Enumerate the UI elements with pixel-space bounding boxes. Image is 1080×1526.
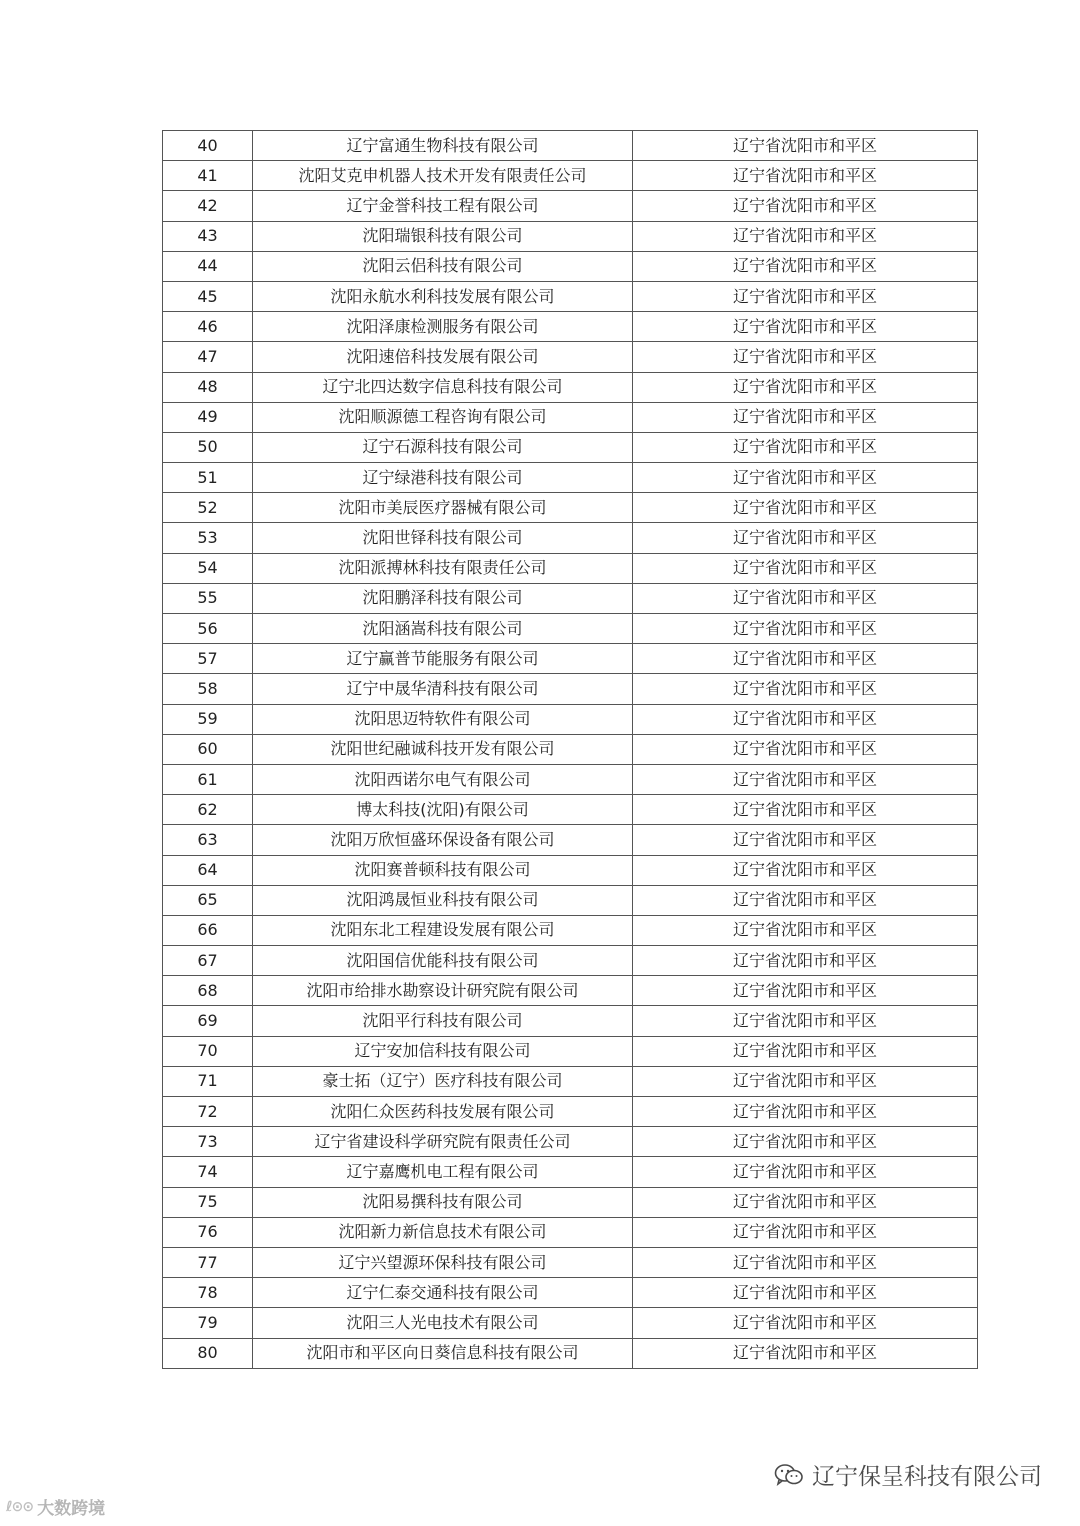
company-region: 辽宁省沈阳市和平区 <box>633 312 978 342</box>
row-number: 68 <box>163 976 253 1006</box>
table-row <box>163 583 978 613</box>
row-number: 61 <box>163 764 253 794</box>
company-name: 沈阳泽康检测服务有限公司 <box>253 312 633 342</box>
table-row <box>163 885 978 915</box>
company-name: 辽宁赢普节能服务有限公司 <box>253 644 633 674</box>
company-name: 沈阳顺源德工程咨询有限公司 <box>253 402 633 432</box>
row-number: 70 <box>163 1036 253 1066</box>
company-name: 辽宁石源科技有限公司 <box>253 432 633 462</box>
table-row <box>163 191 978 221</box>
table-row <box>163 1338 978 1368</box>
company-name: 辽宁中晟华清科技有限公司 <box>253 674 633 704</box>
company-region: 辽宁省沈阳市和平区 <box>633 764 978 794</box>
table-row <box>163 704 978 734</box>
row-number: 49 <box>163 402 253 432</box>
table-row <box>163 131 978 161</box>
company-name: 沈阳新力新信息技术有限公司 <box>253 1217 633 1247</box>
table-body <box>163 131 978 1369</box>
row-number: 66 <box>163 915 253 945</box>
company-name: 沈阳易撰科技有限公司 <box>253 1187 633 1217</box>
row-number: 73 <box>163 1127 253 1157</box>
table-row <box>163 251 978 281</box>
table-row <box>163 734 978 764</box>
row-number: 46 <box>163 312 253 342</box>
wechat-icon <box>774 1463 804 1487</box>
table-row <box>163 674 978 704</box>
table-row <box>163 855 978 885</box>
company-region: 辽宁省沈阳市和平区 <box>633 1217 978 1247</box>
company-region: 辽宁省沈阳市和平区 <box>633 432 978 462</box>
company-name: 沈阳鸿晟恒业科技有限公司 <box>253 885 633 915</box>
table-row <box>163 1278 978 1308</box>
company-name: 沈阳市美辰医疗器械有限公司 <box>253 493 633 523</box>
row-number: 50 <box>163 432 253 462</box>
row-number: 57 <box>163 644 253 674</box>
company-region: 辽宁省沈阳市和平区 <box>633 825 978 855</box>
company-region: 辽宁省沈阳市和平区 <box>633 1006 978 1036</box>
company-region: 辽宁省沈阳市和平区 <box>633 131 978 161</box>
table-row <box>163 463 978 493</box>
table-row <box>163 946 978 976</box>
company-region: 辽宁省沈阳市和平区 <box>633 523 978 553</box>
table-row <box>163 1187 978 1217</box>
row-number: 58 <box>163 674 253 704</box>
row-number: 69 <box>163 1006 253 1036</box>
company-name: 沈阳东北工程建设发展有限公司 <box>253 915 633 945</box>
table-row <box>163 915 978 945</box>
row-number: 78 <box>163 1278 253 1308</box>
company-region: 辽宁省沈阳市和平区 <box>633 1127 978 1157</box>
company-name: 沈阳思迈特软件有限公司 <box>253 704 633 734</box>
company-name: 博太科技(沈阳)有限公司 <box>253 795 633 825</box>
row-number: 40 <box>163 131 253 161</box>
table-row <box>163 1308 978 1338</box>
row-number: 47 <box>163 342 253 372</box>
watermark-dashujiangjing <box>6 1494 105 1519</box>
row-number: 72 <box>163 1097 253 1127</box>
row-number: 67 <box>163 946 253 976</box>
table-row <box>163 1157 978 1187</box>
watermark-right-text: 辽宁保呈科技有限公司 <box>812 1464 1042 1490</box>
company-region: 辽宁省沈阳市和平区 <box>633 342 978 372</box>
row-number: 75 <box>163 1187 253 1217</box>
company-name: 沈阳涵嵩科技有限公司 <box>253 614 633 644</box>
company-region: 辽宁省沈阳市和平区 <box>633 1036 978 1066</box>
company-region: 辽宁省沈阳市和平区 <box>633 855 978 885</box>
table-row <box>163 281 978 311</box>
company-region: 辽宁省沈阳市和平区 <box>633 1338 978 1368</box>
company-region: 辽宁省沈阳市和平区 <box>633 402 978 432</box>
company-name: 辽宁富通生物科技有限公司 <box>253 131 633 161</box>
company-name: 辽宁嘉鹰机电工程有限公司 <box>253 1157 633 1187</box>
row-number: 42 <box>163 191 253 221</box>
company-name: 沈阳世纪融诚科技开发有限公司 <box>253 734 633 764</box>
company-region: 辽宁省沈阳市和平区 <box>633 1247 978 1277</box>
row-number: 44 <box>163 251 253 281</box>
company-name: 沈阳三人光电技术有限公司 <box>253 1308 633 1338</box>
row-number: 74 <box>163 1157 253 1187</box>
company-region: 辽宁省沈阳市和平区 <box>633 915 978 945</box>
company-name: 沈阳市和平区向日葵信息科技有限公司 <box>253 1338 633 1368</box>
table-row <box>163 493 978 523</box>
company-name: 辽宁兴望源环保科技有限公司 <box>253 1247 633 1277</box>
company-region: 辽宁省沈阳市和平区 <box>633 976 978 1006</box>
company-region: 辽宁省沈阳市和平区 <box>633 1157 978 1187</box>
row-number: 48 <box>163 372 253 402</box>
company-name: 沈阳平行科技有限公司 <box>253 1006 633 1036</box>
company-name: 沈阳国信优能科技有限公司 <box>253 946 633 976</box>
table-row <box>163 764 978 794</box>
row-number: 62 <box>163 795 253 825</box>
row-number: 56 <box>163 614 253 644</box>
company-name: 沈阳鹏泽科技有限公司 <box>253 583 633 613</box>
company-name: 沈阳艾克申机器人技术开发有限责任公司 <box>253 161 633 191</box>
row-number: 51 <box>163 463 253 493</box>
table-row <box>163 342 978 372</box>
table-row <box>163 1247 978 1277</box>
row-number: 52 <box>163 493 253 523</box>
company-region: 辽宁省沈阳市和平区 <box>633 734 978 764</box>
row-number: 60 <box>163 734 253 764</box>
company-name: 辽宁绿港科技有限公司 <box>253 463 633 493</box>
table-row <box>163 1036 978 1066</box>
company-name: 沈阳赛普顿科技有限公司 <box>253 855 633 885</box>
company-region: 辽宁省沈阳市和平区 <box>633 674 978 704</box>
company-name: 沈阳仁众医药科技发展有限公司 <box>253 1097 633 1127</box>
row-number: 71 <box>163 1066 253 1096</box>
company-name: 豪士拓（辽宁）医疗科技有限公司 <box>253 1066 633 1096</box>
company-name: 沈阳云侣科技有限公司 <box>253 251 633 281</box>
company-region: 辽宁省沈阳市和平区 <box>633 493 978 523</box>
table-row <box>163 523 978 553</box>
watermark-logo: ℓ⊙⊙ <box>6 1498 34 1515</box>
company-region: 辽宁省沈阳市和平区 <box>633 553 978 583</box>
table-row <box>163 553 978 583</box>
company-region: 辽宁省沈阳市和平区 <box>633 1278 978 1308</box>
row-number: 77 <box>163 1247 253 1277</box>
table-row <box>163 1097 978 1127</box>
company-region: 辽宁省沈阳市和平区 <box>633 372 978 402</box>
table-row <box>163 1066 978 1096</box>
table-row <box>163 1006 978 1036</box>
company-name: 辽宁金誉科技工程有限公司 <box>253 191 633 221</box>
table-row <box>163 221 978 251</box>
table-row <box>163 312 978 342</box>
company-region: 辽宁省沈阳市和平区 <box>633 463 978 493</box>
row-number: 79 <box>163 1308 253 1338</box>
company-name: 辽宁仁泰交通科技有限公司 <box>253 1278 633 1308</box>
row-number: 41 <box>163 161 253 191</box>
company-name: 辽宁省建设科学研究院有限责任公司 <box>253 1127 633 1157</box>
row-number: 59 <box>163 704 253 734</box>
company-region: 辽宁省沈阳市和平区 <box>633 281 978 311</box>
company-region: 辽宁省沈阳市和平区 <box>633 251 978 281</box>
watermark-company <box>774 1458 1042 1491</box>
company-name: 辽宁安加信科技有限公司 <box>253 1036 633 1066</box>
row-number: 45 <box>163 281 253 311</box>
row-number: 80 <box>163 1338 253 1368</box>
company-region: 辽宁省沈阳市和平区 <box>633 221 978 251</box>
company-name: 沈阳世铎科技有限公司 <box>253 523 633 553</box>
table-row <box>163 432 978 462</box>
table-row <box>163 825 978 855</box>
company-region: 辽宁省沈阳市和平区 <box>633 1097 978 1127</box>
table-row <box>163 1217 978 1247</box>
company-region: 辽宁省沈阳市和平区 <box>633 614 978 644</box>
row-number: 65 <box>163 885 253 915</box>
row-number: 54 <box>163 553 253 583</box>
company-region: 辽宁省沈阳市和平区 <box>633 1066 978 1096</box>
table-row <box>163 976 978 1006</box>
table-row <box>163 795 978 825</box>
company-name: 沈阳永航水利科技发展有限公司 <box>253 281 633 311</box>
company-table <box>162 130 978 1369</box>
company-region: 辽宁省沈阳市和平区 <box>633 704 978 734</box>
company-name: 沈阳派搏林科技有限责任公司 <box>253 553 633 583</box>
company-region: 辽宁省沈阳市和平区 <box>633 161 978 191</box>
company-name: 沈阳万欣恒盛环保设备有限公司 <box>253 825 633 855</box>
company-region: 辽宁省沈阳市和平区 <box>633 644 978 674</box>
company-name: 沈阳速倍科技发展有限公司 <box>253 342 633 372</box>
table-row <box>163 372 978 402</box>
company-name: 沈阳市给排水勘察设计研究院有限公司 <box>253 976 633 1006</box>
row-number: 43 <box>163 221 253 251</box>
company-region: 辽宁省沈阳市和平区 <box>633 1187 978 1217</box>
company-region: 辽宁省沈阳市和平区 <box>633 946 978 976</box>
row-number: 76 <box>163 1217 253 1247</box>
table-row <box>163 161 978 191</box>
table-row <box>163 614 978 644</box>
company-name: 沈阳瑞银科技有限公司 <box>253 221 633 251</box>
company-name: 沈阳西诺尔电气有限公司 <box>253 764 633 794</box>
table-row <box>163 644 978 674</box>
row-number: 64 <box>163 855 253 885</box>
row-number: 53 <box>163 523 253 553</box>
company-name: 辽宁北四达数字信息科技有限公司 <box>253 372 633 402</box>
company-region: 辽宁省沈阳市和平区 <box>633 191 978 221</box>
company-region: 辽宁省沈阳市和平区 <box>633 583 978 613</box>
row-number: 55 <box>163 583 253 613</box>
company-region: 辽宁省沈阳市和平区 <box>633 885 978 915</box>
watermark-left-text: 大数跨境 <box>37 1499 106 1519</box>
table-row <box>163 402 978 432</box>
company-region: 辽宁省沈阳市和平区 <box>633 795 978 825</box>
row-number: 63 <box>163 825 253 855</box>
company-region: 辽宁省沈阳市和平区 <box>633 1308 978 1338</box>
table-row <box>163 1127 978 1157</box>
